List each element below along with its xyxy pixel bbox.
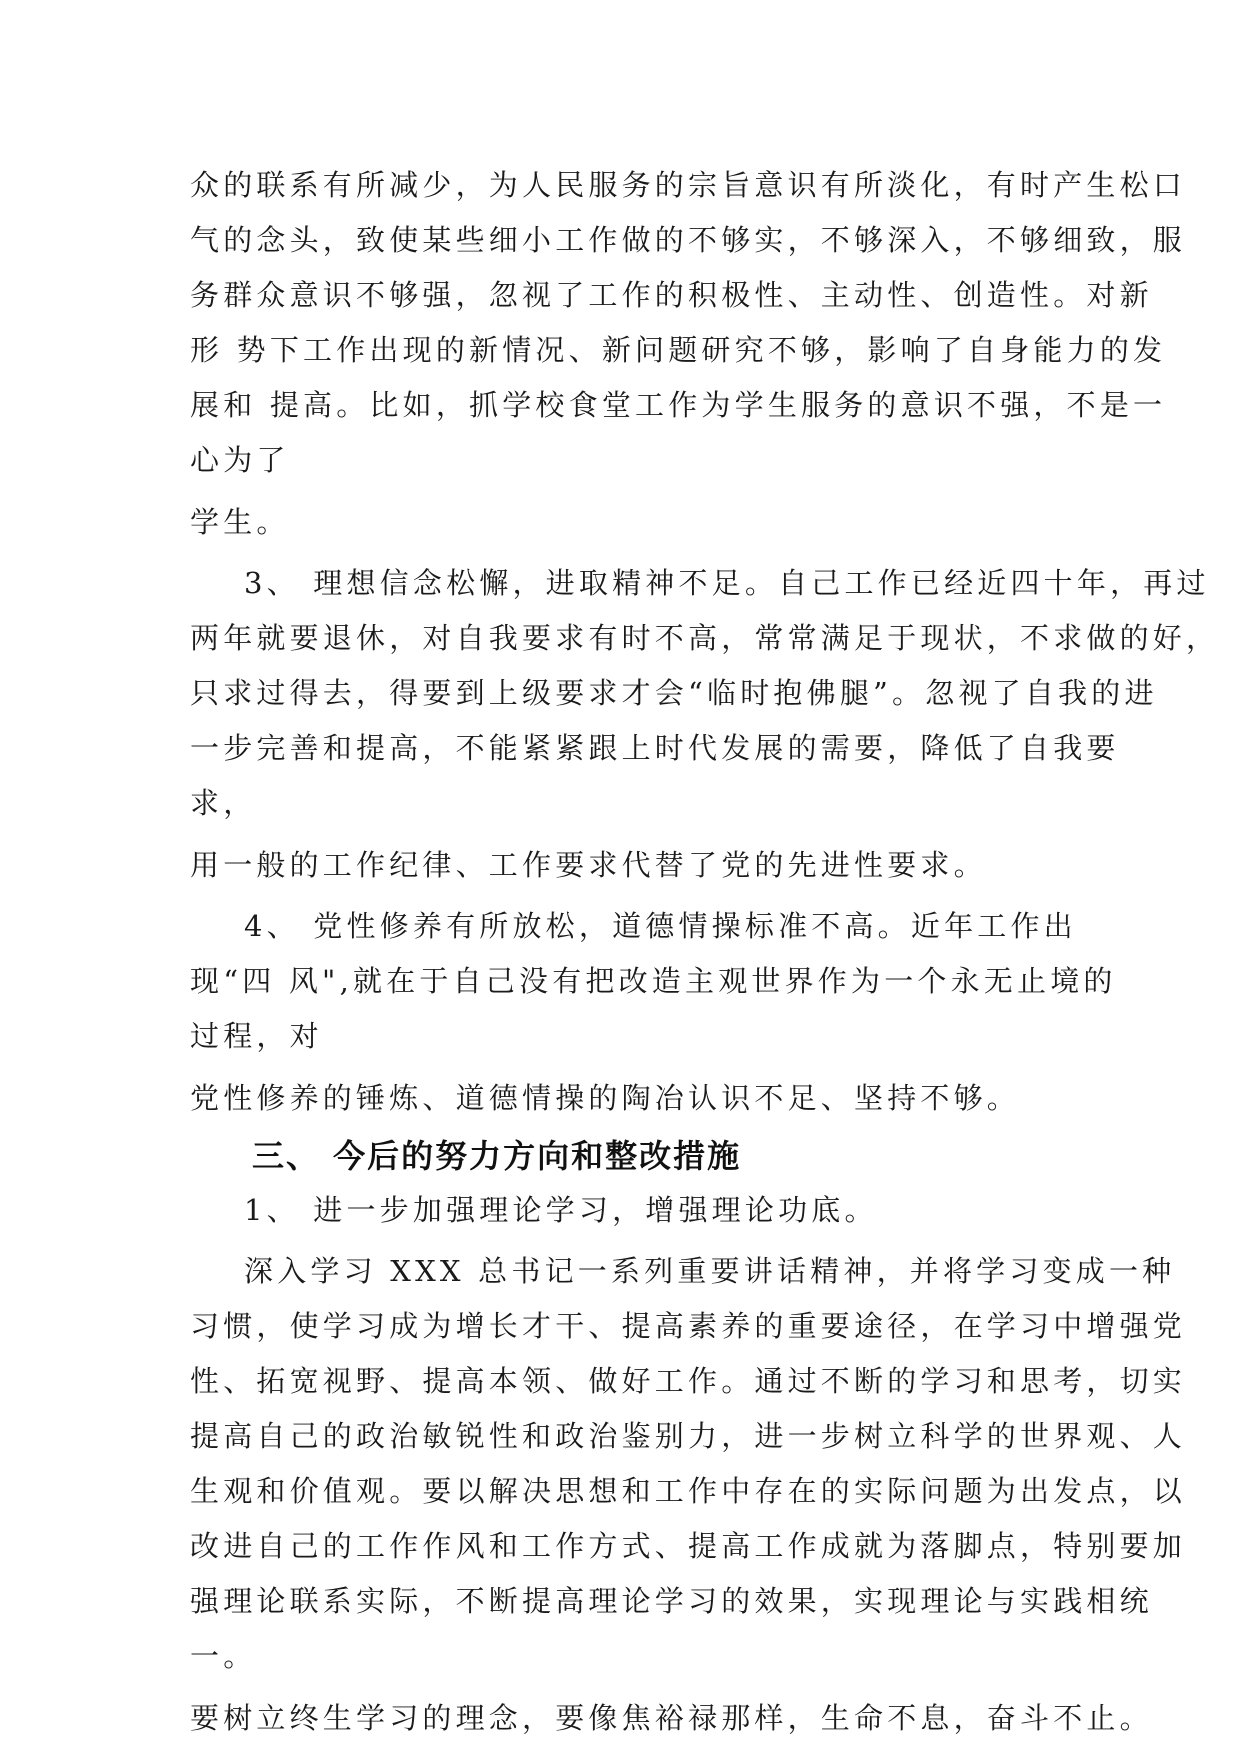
paragraph-line: 强理论联系实际，不断提高理论学习的效果，实现理论与实践相统 — [190, 1584, 1153, 1618]
paragraph-line: 众的联系有所减少，为人民服务的宗旨意识有所淡化，有时产生松口 — [190, 168, 1187, 202]
paragraph-line: 形 势下工作出现的新情况、新问题研究不够，影响了自身能力的发 — [190, 333, 1167, 367]
paragraph-line: 心为了 — [190, 443, 290, 477]
paragraph-line: 要树立终生学习的理念，要像焦裕禄那样，生命不息，奋斗不止。 — [190, 1701, 1153, 1735]
paragraph-line: 过程，对 — [190, 1019, 323, 1053]
paragraph-line: 3、 理想信念松懈，进取精神不足。自己工作已经近四十年，再过 — [244, 566, 1210, 600]
paragraph-line: 一步完善和提高，不能紧紧跟上时代发展的需要，降低了自我要 — [190, 731, 1120, 765]
paragraph-line: 提高自己的政治敏锐性和政治鉴别力，进一步树立科学的世界观、人 — [190, 1419, 1187, 1453]
paragraph-line: 性、拓宽视野、提高本领、做好工作。通过不断的学习和思考，切实 — [190, 1364, 1187, 1398]
paragraph-line: 展和 提高。比如，抓学校食堂工作为学生服务的意识不强，不是一 — [190, 388, 1167, 422]
paragraph-line: 两年就要退休，对自我要求有时不高，常常满足于现状，不求做的好， — [190, 621, 1220, 655]
paragraph-line: 用一般的工作纪律、工作要求代替了党的先进性要求。 — [190, 848, 987, 882]
paragraph-line: 气的念头，致使某些细小工作做的不够实，不够深入，不够细致，服 — [190, 223, 1187, 257]
paragraph-line: 1、 进一步加强理论学习，增强理论功底。 — [244, 1193, 878, 1227]
paragraph-line: 生观和价值观。要以解决思想和工作中存在的实际问题为出发点，以 — [190, 1474, 1187, 1508]
section-heading: 三、 今后的努力方向和整改措施 — [252, 1137, 742, 1175]
paragraph-line: 一。 — [190, 1639, 257, 1673]
paragraph-line: 求， — [190, 786, 257, 820]
paragraph-line: 现“四 风",就在于自己没有把改造主观世界作为一个永无止境的 — [190, 964, 1117, 998]
paragraph-line: 习惯，使学习成为增长才干、提高素养的重要途径，在学习中增强党 — [190, 1309, 1187, 1343]
paragraph-line: 4、 党性修养有所放松，道德情操标准不高。近年工作出 — [244, 909, 1077, 943]
paragraph-line: 务群众意识不够强，忽视了工作的积极性、主动性、创造性。对新 — [190, 278, 1153, 312]
paragraph-line: 深入学习 XXX 总书记一系列重要讲话精神，并将学习变成一种 — [244, 1254, 1176, 1288]
paragraph-line: 学生。 — [190, 505, 290, 539]
paragraph-line: 只求过得去，得要到上级要求才会“临时抱佛腿”。忽视了自我的进 — [190, 676, 1158, 710]
paragraph-line: 改进自己的工作作风和工作方式、提高工作成就为落脚点，特别要加 — [190, 1529, 1187, 1563]
paragraph-line: 党性修养的锤炼、道德情操的陶冶认识不足、坚持不够。 — [190, 1081, 1021, 1115]
